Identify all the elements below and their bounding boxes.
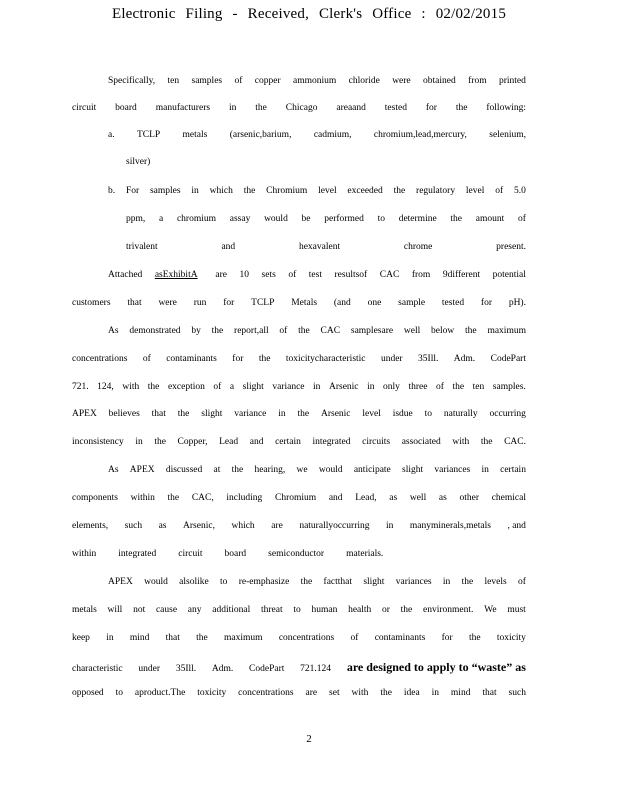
text-line	[126, 242, 526, 252]
word: amount	[475, 214, 505, 224]
word: not	[133, 605, 146, 615]
word: Chromium	[266, 186, 308, 196]
word: of	[350, 633, 359, 643]
word: semiconductor	[268, 549, 325, 559]
word: naturallyoccurring	[299, 521, 370, 531]
word: in	[228, 103, 237, 113]
word: (and	[333, 298, 351, 308]
word: 721.124	[300, 664, 332, 674]
word: toxicitycharacteristic	[285, 354, 366, 364]
word: isdue	[392, 409, 413, 419]
word: metals	[72, 605, 97, 615]
word: performed	[324, 214, 364, 224]
word: areaand	[336, 103, 366, 113]
word: in	[106, 633, 114, 643]
word: variance	[234, 409, 267, 419]
word: cause	[155, 605, 178, 615]
word: circuit	[178, 549, 203, 559]
word: resultsof	[334, 270, 368, 280]
word: concentrations	[278, 633, 335, 643]
word: APEX	[108, 577, 133, 587]
word: contaminants	[374, 633, 426, 643]
word: CodePart	[249, 664, 285, 674]
word: three	[408, 382, 428, 392]
word: sample	[398, 298, 426, 308]
word: Copper,	[177, 437, 208, 447]
word: the	[393, 186, 406, 196]
word: in	[431, 688, 439, 698]
word: chloride	[348, 76, 380, 86]
word: for	[425, 103, 437, 113]
word: assay	[229, 214, 251, 224]
word: that	[482, 688, 497, 698]
word: manufacturers	[155, 103, 211, 113]
word: believes	[108, 409, 140, 419]
word: 10	[239, 270, 249, 280]
word: the	[300, 577, 313, 587]
text-line	[72, 298, 526, 308]
word: the	[455, 103, 468, 113]
text-line	[72, 382, 526, 392]
word: such	[124, 521, 143, 531]
word: contaminants	[166, 354, 217, 364]
word: TCLP	[251, 298, 275, 308]
word: present.	[496, 242, 526, 252]
text-line	[72, 549, 526, 559]
word: environment.	[423, 605, 474, 615]
word: in	[481, 465, 489, 475]
word: discussed	[165, 465, 203, 475]
word: level	[362, 409, 381, 419]
word: to	[293, 605, 301, 615]
word: sets	[261, 270, 276, 280]
word: would	[318, 465, 343, 475]
word: such	[508, 688, 526, 698]
word: slight	[363, 577, 385, 587]
text-line	[72, 103, 526, 113]
word: slight	[242, 382, 264, 392]
word: mind	[129, 633, 150, 643]
word: as	[438, 493, 447, 503]
word: APEX	[129, 465, 155, 475]
word: integrated	[312, 437, 351, 447]
word: ammonium	[293, 76, 337, 86]
word: Lead	[219, 437, 239, 447]
word: would	[144, 577, 168, 587]
word: below	[431, 326, 455, 336]
word: as	[389, 493, 398, 503]
word: slight	[201, 409, 223, 419]
word: threat	[260, 605, 283, 615]
word: which	[209, 186, 233, 196]
word: printed	[498, 76, 526, 86]
word: exception	[167, 382, 205, 392]
word: cadmium,	[313, 130, 352, 140]
word: opposed	[72, 688, 104, 698]
word: to	[377, 214, 385, 224]
word: regulatory	[416, 186, 456, 196]
word: samplesare	[350, 326, 394, 336]
word: levels	[484, 577, 507, 587]
word: within	[72, 549, 97, 559]
word: of	[213, 382, 222, 392]
word: certain	[500, 465, 526, 475]
word: well	[409, 493, 427, 503]
word: of	[495, 186, 504, 196]
word: of	[142, 354, 151, 364]
word: of	[517, 577, 526, 587]
word: that	[127, 298, 142, 308]
word: the	[243, 186, 256, 196]
word: occurring	[489, 409, 526, 419]
word: only	[383, 382, 400, 392]
text-line	[72, 660, 526, 675]
word: the	[167, 493, 180, 503]
word: other	[459, 493, 480, 503]
word: with	[122, 382, 140, 392]
word: samples	[191, 76, 223, 86]
word: will	[107, 605, 123, 615]
word: elements,	[72, 521, 109, 531]
word: , and	[507, 521, 526, 531]
word: Metals	[291, 298, 318, 308]
word: (arsenic,barium,	[229, 130, 292, 140]
word: factthat	[323, 577, 353, 587]
word: of	[279, 326, 288, 336]
word: set	[329, 688, 340, 698]
word: run	[193, 298, 207, 308]
word: silver)	[126, 157, 151, 167]
word: Chromium	[274, 493, 317, 503]
text-line	[72, 688, 526, 698]
word: in	[278, 409, 286, 419]
word: tested	[384, 103, 407, 113]
word: manyminerals,metals	[409, 521, 491, 531]
word: of	[234, 76, 243, 86]
word: ten	[472, 382, 485, 392]
word: alsolike	[179, 577, 209, 587]
word: concentrations	[238, 688, 294, 698]
word: of	[517, 214, 526, 224]
word: CAC	[379, 270, 400, 280]
word: chrome	[403, 242, 433, 252]
word: and	[221, 242, 236, 252]
word: 35Ill.	[418, 354, 439, 364]
word: circuit	[72, 103, 97, 113]
word: must	[507, 605, 526, 615]
word: the	[231, 465, 244, 475]
word: in	[386, 521, 394, 531]
text-line	[72, 437, 526, 447]
word: exceeded	[347, 186, 383, 196]
word: slight	[402, 465, 424, 475]
word: any	[187, 605, 202, 615]
word: human	[311, 605, 338, 615]
word: Lead,	[355, 493, 377, 503]
word: of	[436, 382, 444, 392]
word: selenium,	[489, 130, 526, 140]
word: the	[468, 633, 481, 643]
word: ppm,	[126, 214, 146, 224]
word: As	[108, 326, 119, 336]
word: Chicago	[285, 103, 318, 113]
word: we	[296, 465, 308, 475]
word: with	[351, 688, 369, 698]
text-line	[72, 354, 526, 364]
text-line	[72, 605, 526, 615]
word: trivalent	[126, 242, 158, 252]
word: are designed to apply to “waste” as	[346, 660, 526, 674]
word: the	[450, 214, 463, 224]
word: metals	[182, 130, 208, 140]
word: chromium,lead,mercury,	[373, 130, 467, 140]
word: following:	[486, 103, 526, 113]
word: the	[154, 437, 166, 447]
word: asExhibitA	[154, 270, 198, 280]
text-line	[72, 633, 526, 643]
word: the	[380, 688, 392, 698]
word: the	[255, 103, 267, 113]
word: level	[318, 186, 337, 196]
text-line	[108, 270, 526, 280]
word: Arsenic,	[183, 521, 215, 531]
word: b.	[108, 186, 116, 196]
text-line	[72, 409, 526, 419]
word: Adm.	[453, 354, 476, 364]
word: obtained	[423, 76, 456, 86]
text-line	[108, 186, 526, 196]
word: toxicity	[197, 688, 227, 698]
text-line	[108, 326, 526, 336]
word: Adm.	[211, 664, 234, 674]
word: from	[411, 270, 431, 280]
word: were	[158, 298, 177, 308]
word: TCLP	[136, 130, 161, 140]
word: the	[177, 409, 190, 419]
word: variance	[272, 382, 305, 392]
word: maximum	[487, 326, 526, 336]
text-line	[126, 157, 526, 167]
word: are	[305, 688, 318, 698]
word: the	[298, 326, 310, 336]
word: the	[480, 437, 493, 447]
word: level	[465, 186, 485, 196]
text-line	[72, 493, 526, 503]
word: 721.	[72, 382, 89, 392]
filing-stamp-header: Electronic Filing - Received, Clerk's Office : 02/02/2015	[111, 6, 507, 22]
word: 35Ill.	[175, 664, 197, 674]
word: for	[480, 298, 492, 308]
word: tested	[441, 298, 465, 308]
word: additional	[212, 605, 251, 615]
word: board	[115, 103, 137, 113]
word: one	[367, 298, 382, 308]
word: inconsistency	[72, 437, 124, 447]
word: Attached	[108, 270, 143, 280]
word: keep	[72, 633, 90, 643]
word: As	[108, 465, 119, 475]
word: CAC	[320, 326, 341, 336]
word: the	[400, 605, 413, 615]
word: For	[125, 186, 140, 196]
word: CAC,	[191, 493, 214, 503]
word: 9different	[442, 270, 481, 280]
text-line	[126, 214, 526, 224]
word: demonstrated	[129, 326, 181, 336]
word: Arsenic	[320, 409, 351, 419]
word: for	[441, 633, 453, 643]
word: by	[191, 326, 201, 336]
word: We	[484, 605, 497, 615]
word: which	[231, 521, 255, 531]
word: a.	[108, 130, 115, 140]
word: test	[308, 270, 322, 280]
text-line	[108, 465, 526, 475]
word: Specifically,	[108, 76, 156, 86]
word: were	[392, 76, 411, 86]
word: variances	[434, 465, 471, 475]
word: as	[158, 521, 167, 531]
word: in	[367, 382, 375, 392]
word: characteristic	[72, 664, 123, 674]
word: in	[191, 186, 199, 196]
word: CAC.	[504, 437, 526, 447]
word: the	[461, 577, 474, 587]
word: in	[135, 437, 143, 447]
word: materials.	[346, 549, 384, 559]
word: a	[229, 382, 235, 392]
word: and	[328, 493, 343, 503]
word: the	[211, 326, 224, 336]
word: well	[403, 326, 421, 336]
word: maximum	[224, 633, 263, 643]
word: anticipate	[353, 465, 391, 475]
word: in	[442, 577, 451, 587]
word: components	[72, 493, 118, 503]
word: mind	[450, 688, 471, 698]
word: Arsenic	[328, 382, 359, 392]
word: the	[297, 409, 310, 419]
word: chromium	[176, 214, 217, 224]
word: under	[380, 354, 403, 364]
word: 5.0	[513, 186, 526, 196]
word: hearing,	[254, 465, 286, 475]
word: pH).	[508, 298, 526, 308]
word: the	[452, 382, 465, 392]
word: aproduct.The	[134, 688, 186, 698]
word: to	[424, 409, 433, 419]
word: copper	[254, 76, 281, 86]
text-line	[108, 130, 526, 140]
word: in	[313, 382, 321, 392]
page-number: 2	[306, 733, 312, 745]
word: health	[348, 605, 372, 615]
word: hexavalent	[298, 242, 341, 252]
word: APEX	[72, 409, 97, 419]
word: within	[130, 493, 155, 503]
word: with	[452, 437, 470, 447]
word: to	[220, 577, 228, 587]
word: from	[468, 76, 487, 86]
word: and	[249, 437, 264, 447]
word: CodePart	[490, 354, 526, 364]
word: to	[115, 688, 123, 698]
word: the	[465, 326, 477, 336]
word: samples	[149, 186, 181, 196]
word: that	[151, 409, 166, 419]
word: would	[264, 214, 288, 224]
word: the	[147, 382, 160, 392]
word: certain	[275, 437, 301, 447]
word: integrated	[118, 549, 157, 559]
word: ten	[167, 76, 180, 86]
text-line	[108, 76, 526, 86]
word: are	[271, 521, 283, 531]
word: toxicity	[496, 633, 526, 643]
word: that	[165, 633, 180, 643]
word: chemical	[491, 493, 526, 503]
word: a	[159, 214, 164, 224]
word: under	[138, 664, 161, 674]
word: associated	[401, 437, 441, 447]
word: idea	[403, 688, 420, 698]
text-line	[108, 577, 526, 587]
word: the	[196, 633, 208, 643]
word: concentrations	[72, 354, 128, 364]
word: the	[258, 354, 271, 364]
text-line	[72, 521, 526, 531]
word: be	[301, 214, 311, 224]
word: samples.	[492, 382, 526, 392]
word: are	[215, 270, 227, 280]
word: variances	[395, 577, 432, 587]
word: determine	[398, 214, 437, 224]
word: re-emphasize	[238, 577, 290, 587]
word: circuits	[362, 437, 391, 447]
word: of	[288, 270, 297, 280]
word: naturally	[443, 409, 478, 419]
word: 124,	[97, 382, 114, 392]
word: at	[213, 465, 221, 475]
word: including	[226, 493, 263, 503]
word: for	[223, 298, 235, 308]
word: for	[232, 354, 244, 364]
word: board	[224, 549, 247, 559]
word: potential	[492, 270, 526, 280]
word: report,all	[234, 326, 269, 336]
word: or	[382, 605, 390, 615]
word: customers	[72, 298, 111, 308]
